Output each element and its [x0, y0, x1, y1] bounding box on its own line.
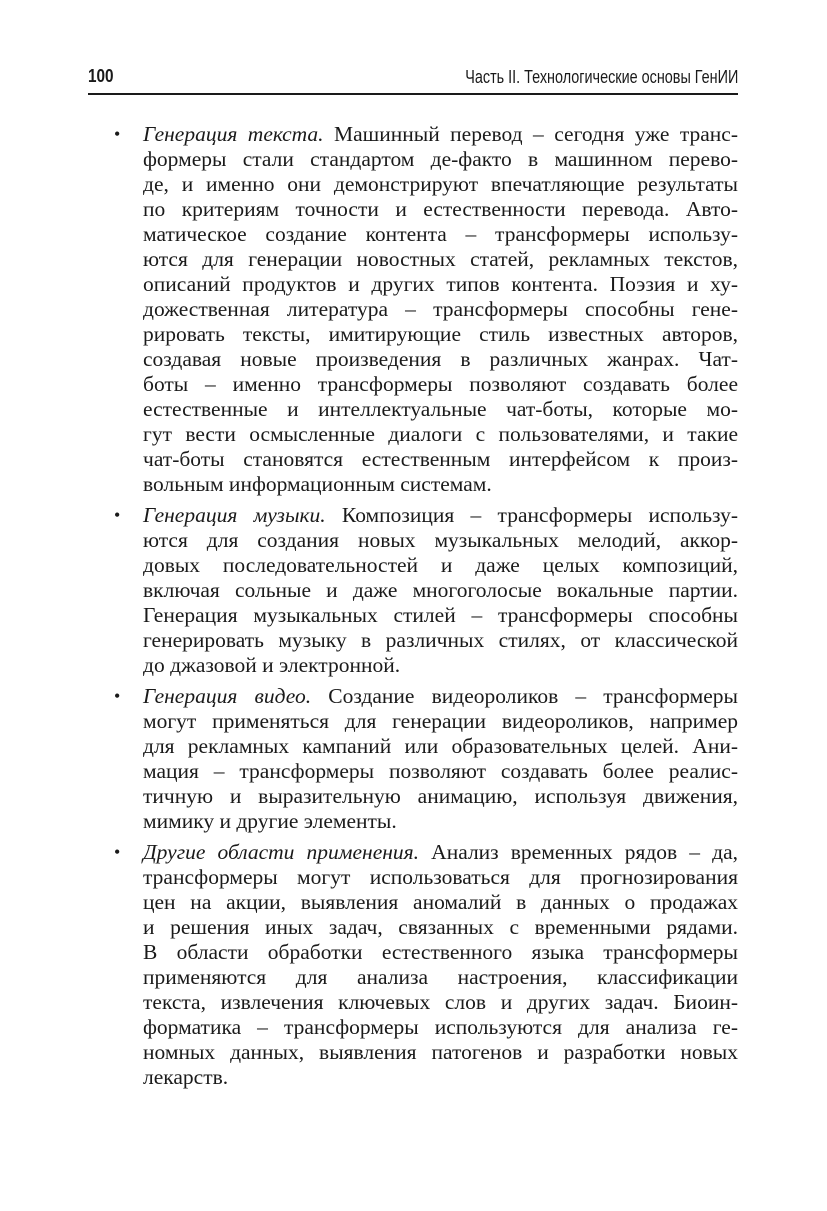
page-number: 100 — [88, 66, 114, 86]
item-title: Генерация видео. — [143, 684, 312, 708]
text-line — [143, 784, 738, 809]
line-text: дожественная литература – трансформеры способны гене- — [143, 297, 738, 321]
line-text: Создание видеороликов – трансформеры — [311, 684, 738, 708]
text-line — [143, 603, 738, 628]
text-line — [143, 759, 738, 784]
text-line — [143, 147, 738, 172]
text-line — [143, 653, 738, 678]
bullet-icon: • — [114, 505, 121, 525]
text-line — [143, 709, 738, 734]
line-text: для рекламных кампаний или образовательных целей. Ани- — [143, 734, 738, 758]
text-line — [143, 447, 738, 472]
line-text: и решения иных задач, связанных с временными рядами. — [143, 915, 738, 939]
line-text: описаний продуктов и других типов контента. Поэзия и ху- — [143, 272, 738, 296]
text-line — [143, 865, 738, 890]
line-text: боты – именно трансформеры позволяют создавать более — [143, 372, 738, 396]
line-text: довых последовательностей и даже целых композиций, — [143, 553, 738, 577]
item-title: Другие области применения. — [143, 840, 420, 864]
text-line — [143, 472, 738, 497]
text-line — [143, 965, 738, 990]
line-text: ются для генерации новостных статей, рекламных текстов, — [143, 247, 738, 271]
text-line — [143, 734, 738, 759]
line-text: чат-боты становятся естественным интерфейсом к произ- — [143, 447, 738, 471]
text-line — [143, 397, 738, 422]
text-line — [143, 122, 738, 147]
line-text: формеры стали стандартом де-факто в машинном перево- — [143, 147, 738, 171]
list-item — [114, 122, 738, 497]
page-header — [88, 66, 738, 95]
text-line — [143, 628, 738, 653]
text-line — [143, 172, 738, 197]
text-line — [143, 322, 738, 347]
line-text: В области обработки естественного языка трансформеры — [143, 940, 738, 964]
line-text: форматика – трансформеры используются для анализа ге- — [143, 1015, 738, 1039]
text-line — [143, 347, 738, 372]
text-line — [143, 809, 738, 834]
list-item — [114, 840, 738, 1090]
line-text: трансформеры могут использоваться для прогнозирования — [143, 865, 738, 889]
line-text: по критериям точности и естественности перевода. Авто- — [143, 197, 738, 221]
item-title: Генерация музыки. — [143, 503, 326, 527]
text-line — [143, 372, 738, 397]
line-text: номных данных, выявления патогенов и разработки новых — [143, 1040, 738, 1064]
text-line — [143, 684, 738, 709]
line-text: рировать тексты, имитирующие стиль известных авторов, — [143, 322, 738, 346]
line-text: могут применяться для генерации видеороликов, например — [143, 709, 738, 733]
line-text: до джазовой и электронной. — [143, 653, 401, 677]
text-line — [143, 940, 738, 965]
list-item — [114, 503, 738, 678]
list-item — [114, 684, 738, 834]
text-line — [143, 890, 738, 915]
text-line — [143, 915, 738, 940]
line-text: де, и именно они демонстрируют впечатляющие результаты — [143, 172, 738, 196]
text-line — [143, 1065, 738, 1090]
text-line — [143, 247, 738, 272]
line-text: создавая новые произведения в различных жанрах. Чат- — [143, 347, 738, 371]
bullet-list — [114, 122, 738, 1096]
line-text: генерировать музыку в различных стилях, от классической — [143, 628, 738, 652]
text-line — [143, 272, 738, 297]
line-text: Анализ временных рядов – да, — [419, 840, 738, 864]
line-text: ются для создания новых музыкальных мелодий, аккор- — [143, 528, 738, 552]
line-text: естественные и интеллектуальные чат-боты, которые мо- — [143, 397, 738, 421]
line-text: гут вести осмысленные диалоги с пользователями, и такие — [143, 422, 738, 446]
bullet-icon: • — [114, 842, 121, 862]
line-text: мимику и другие элементы. — [143, 809, 397, 833]
text-line — [143, 840, 738, 865]
text-line — [143, 990, 738, 1015]
text-line — [143, 528, 738, 553]
line-text: применяются для анализа настроения, классификации — [143, 965, 738, 989]
line-text: лекарств. — [143, 1065, 229, 1089]
running-title: Часть II. Технологические основы ГенИИ — [464, 67, 738, 87]
line-text: включая сольные и даже многоголосые вокальные партии. — [143, 578, 738, 602]
line-text: Генерация музыкальных стилей – трансформеры способны — [143, 603, 738, 627]
line-text: цен на акции, выявления аномалий в данных о продажах — [143, 890, 738, 914]
text-line — [143, 297, 738, 322]
line-text: текста, извлечения ключевых слов и других задач. Биоин- — [143, 990, 738, 1014]
text-line — [143, 578, 738, 603]
text-line — [143, 503, 738, 528]
line-text: вольным информационным системам. — [143, 472, 492, 496]
bullet-icon: • — [114, 686, 121, 706]
text-line — [143, 1015, 738, 1040]
item-title: Генерация текста. — [143, 122, 324, 146]
text-line — [143, 222, 738, 247]
text-line — [143, 197, 738, 222]
line-text: тичную и выразительную анимацию, используя движения, — [143, 784, 738, 808]
line-text: матическое создание контента – трансформеры использу- — [143, 222, 738, 246]
line-text: Композиция – трансформеры использу- — [325, 503, 738, 527]
line-text: Машинный перевод – сегодня уже транс- — [323, 122, 738, 146]
text-line — [143, 422, 738, 447]
bullet-icon: • — [114, 124, 121, 144]
line-text: мация – трансформеры позволяют создавать более реалис- — [143, 759, 738, 783]
text-line — [143, 553, 738, 578]
text-line — [143, 1040, 738, 1065]
